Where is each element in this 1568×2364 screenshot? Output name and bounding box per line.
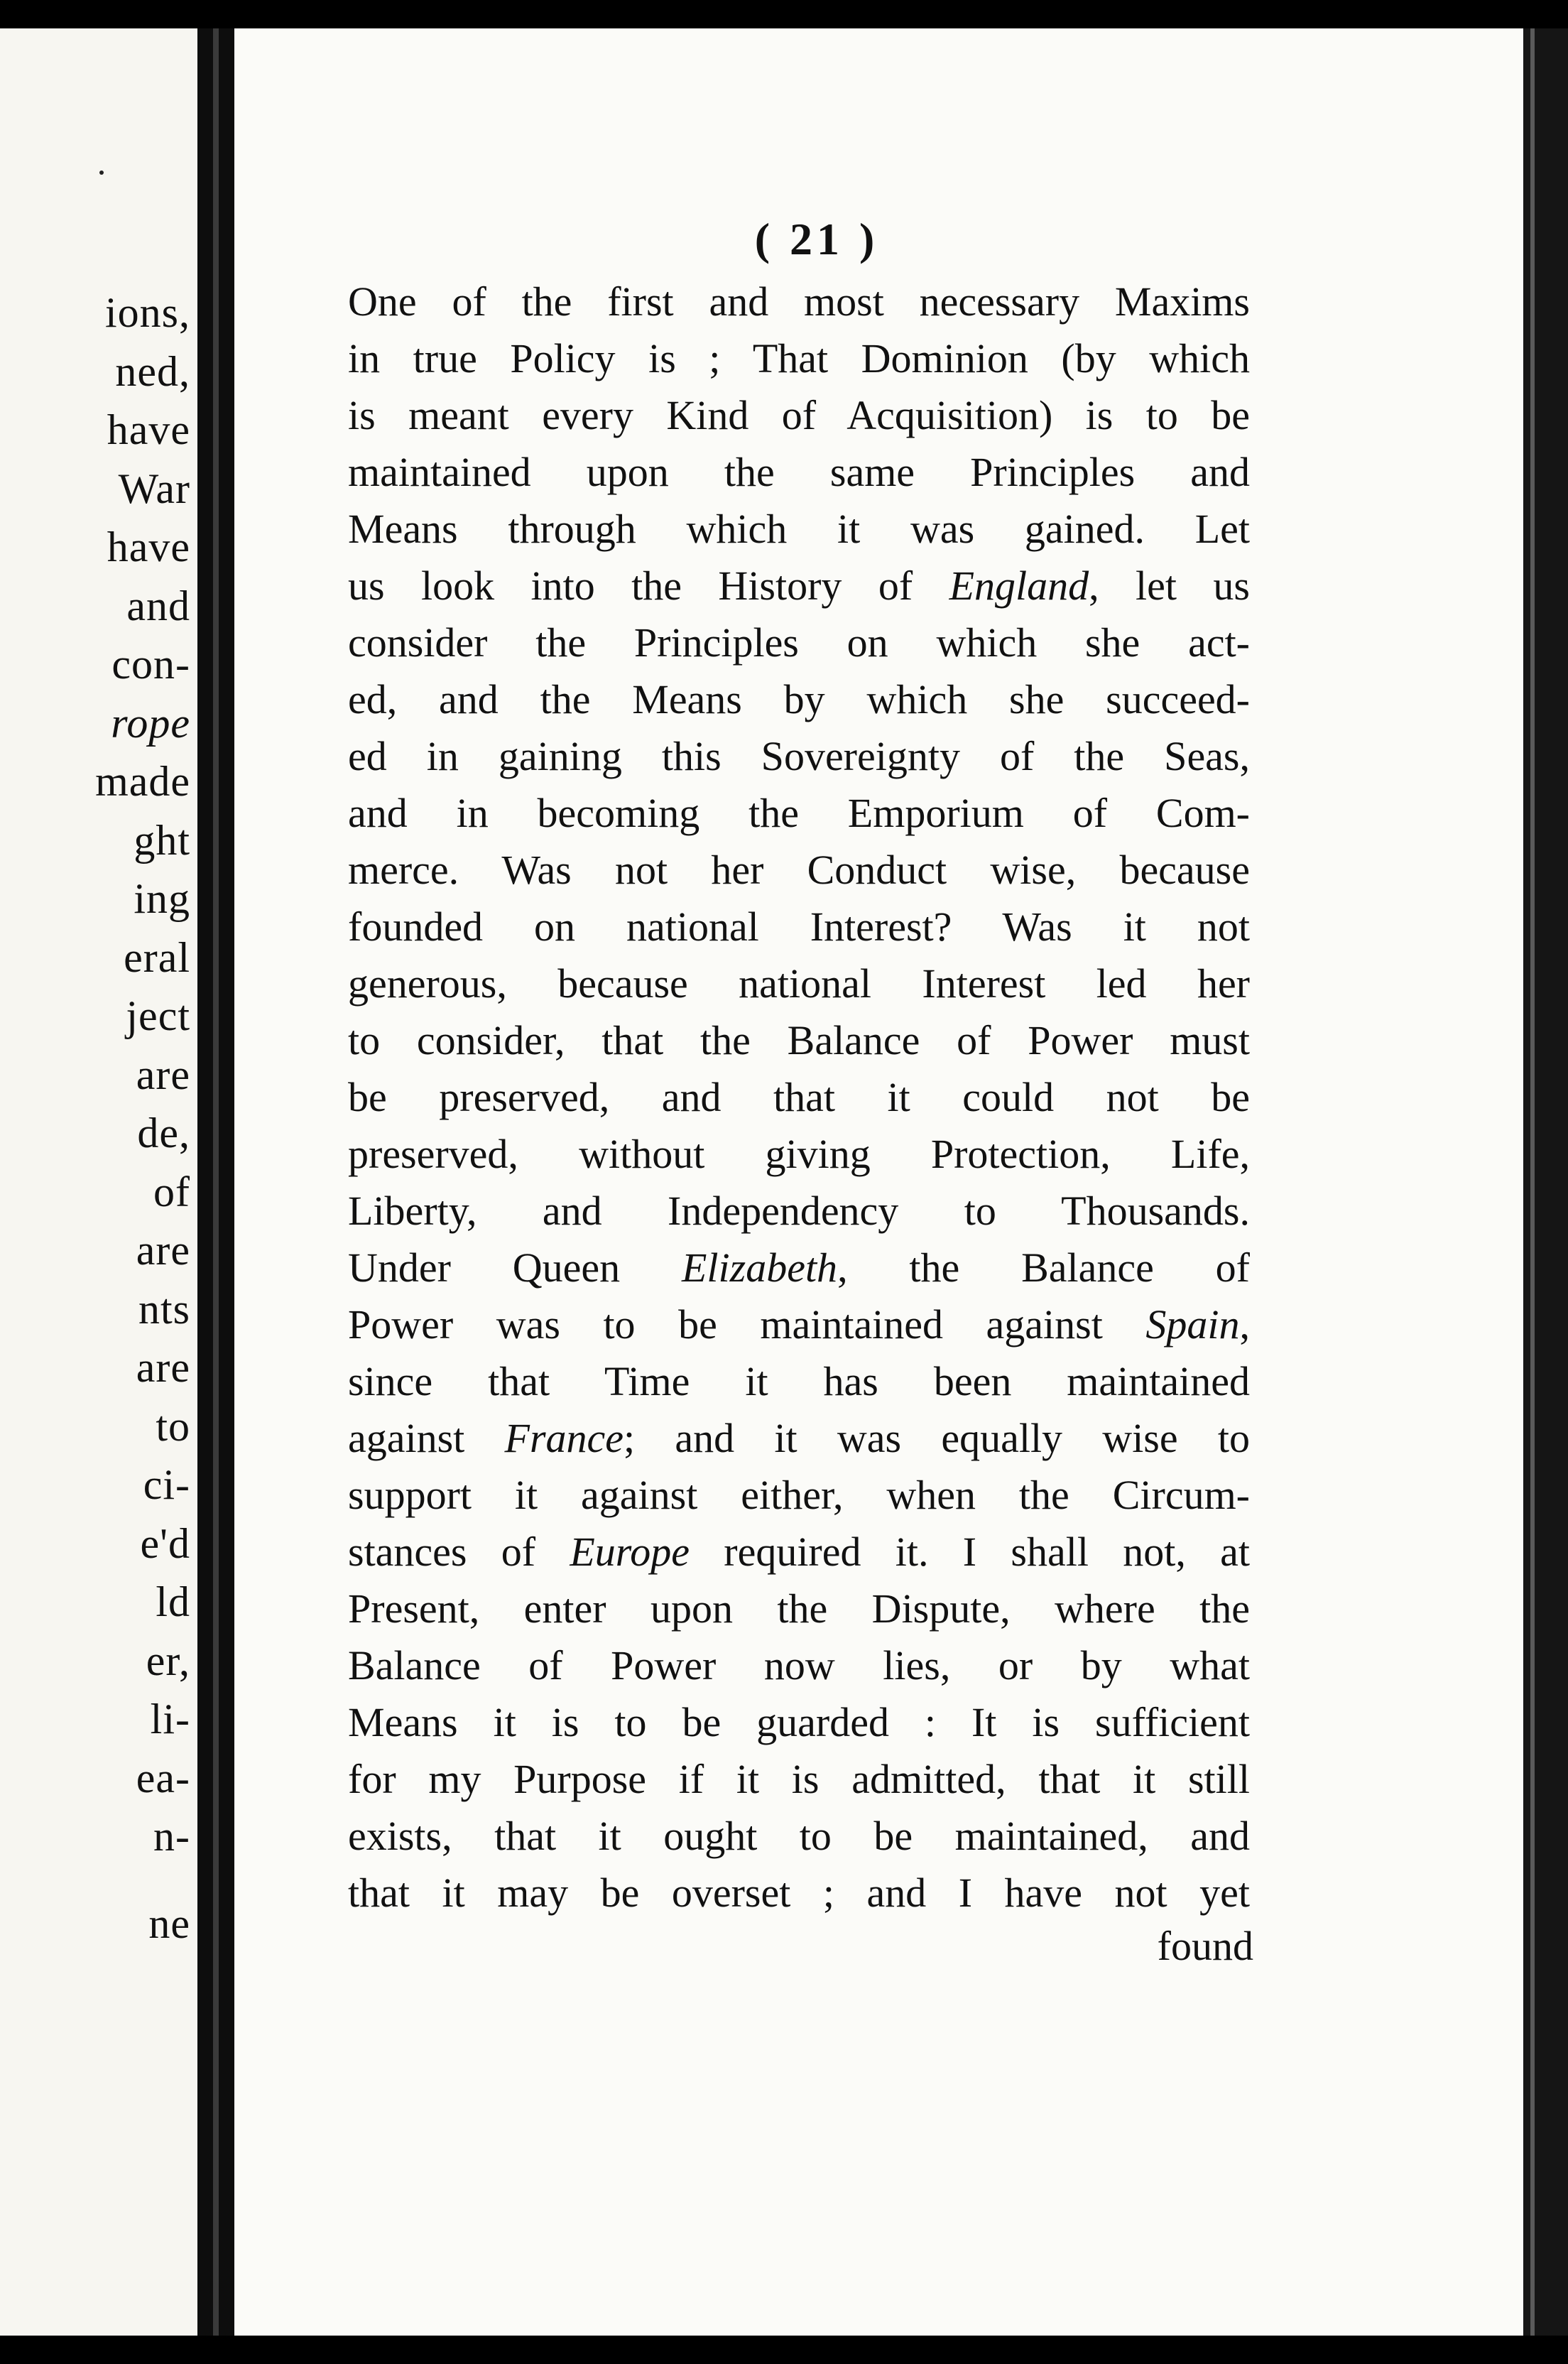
left-page-line-fragment: ne: [148, 1899, 190, 1947]
text-line: [348, 1637, 1250, 1694]
text-run: preserved, without giving Protection, Life,: [348, 1131, 1250, 1177]
left-page-line-fragment: ject: [126, 992, 190, 1039]
text-line: [348, 614, 1250, 671]
left-page-line-fragment: ing: [134, 875, 190, 922]
text-line: [348, 1751, 1250, 1808]
left-page-line-fragment: de,: [137, 1110, 190, 1156]
text-line: [348, 387, 1250, 444]
italic-text-run: Spain: [1145, 1301, 1240, 1348]
italic-text-run: France: [504, 1415, 624, 1461]
text-run: be preserved, and that it could not be: [348, 1074, 1250, 1120]
text-run: Means through which it was gained. Let: [348, 506, 1250, 552]
text-line: [348, 785, 1250, 842]
text-line: [348, 1808, 1250, 1865]
left-page-line-fragment: con-: [111, 641, 190, 688]
ink-speck: [99, 170, 104, 175]
left-page-line-fragment: to: [156, 1402, 190, 1450]
left-page-line-fragment: n-: [153, 1813, 190, 1860]
text-run: us look into the History of: [348, 563, 949, 609]
text-run: exists, that it ought to be maintained, and: [348, 1813, 1250, 1859]
text-line: [348, 1183, 1250, 1240]
left-page-line-fragment: e'd: [140, 1519, 190, 1567]
text-run: ed in gaining this Sovereignty of the Seas,: [348, 733, 1250, 779]
text-line: [348, 1240, 1250, 1296]
text-run: for my Purpose if it is admitted, that it still: [348, 1756, 1250, 1802]
italic-text-run: Europe: [570, 1529, 690, 1575]
scan-bottom-border: [0, 2336, 1568, 2364]
left-page-line-fragment: are: [136, 1227, 190, 1274]
page-edge-right: [1523, 28, 1568, 2336]
gutter-shadow: [213, 28, 219, 2336]
left-page-line-fragment: made: [95, 758, 190, 805]
text-run: stances of: [348, 1529, 570, 1575]
text-run: is meant every Kind of Acquisition) is to be: [348, 392, 1250, 438]
text-line: [348, 1410, 1250, 1467]
left-page-line-fragment: War: [118, 465, 190, 512]
text-line: [348, 1580, 1250, 1637]
text-line: [348, 558, 1250, 614]
text-line: [348, 1467, 1250, 1524]
text-line: [348, 1069, 1250, 1126]
text-run: , the Balance of: [837, 1245, 1250, 1291]
text-run: Means it is to be guarded : It is sufficient: [348, 1699, 1250, 1745]
text-run: One of the first and most necessary Maxims: [348, 278, 1250, 325]
left-page-line-fragment: rope: [111, 699, 190, 747]
text-run: consider the Principles on which she act-: [348, 619, 1250, 666]
text-line: [348, 671, 1250, 728]
text-line: [348, 444, 1250, 501]
text-line: [348, 955, 1250, 1012]
text-line: [348, 1865, 1250, 1921]
text-run: maintained upon the same Principles and: [348, 449, 1250, 495]
text-line: [348, 842, 1250, 899]
text-line: [348, 899, 1250, 955]
page-number: ( 21 ): [754, 214, 879, 264]
text-run: generous, because national Interest led her: [348, 960, 1250, 1007]
left-page-line-fragment: and: [126, 582, 190, 629]
italic-text-run: England: [949, 563, 1089, 609]
catchword: found: [1157, 1923, 1253, 1969]
text-line: [348, 1126, 1250, 1183]
text-run: , let us: [1089, 563, 1250, 609]
text-run: in true Policy is ; That Dominion (by which: [348, 335, 1250, 381]
text-run: Present, enter upon the Dispute, where the: [348, 1585, 1250, 1632]
text-run: Liberty, and Independency to Thousands.: [348, 1188, 1250, 1234]
text-run: that it may be overset ; and I have not yet: [348, 1870, 1250, 1916]
page-edge-line: [1530, 28, 1535, 2336]
text-line: [348, 1353, 1250, 1410]
left-page-line-fragment: nts: [138, 1285, 190, 1333]
text-line: [348, 1694, 1250, 1751]
text-line: [348, 273, 1250, 330]
text-run: Under Queen: [348, 1245, 682, 1291]
left-page-line-fragment: li-: [150, 1696, 190, 1742]
left-page-line-fragment: ea-: [136, 1754, 190, 1801]
left-page-line-fragment: of: [153, 1168, 190, 1215]
text-run: and in becoming the Emporium of Com-: [348, 790, 1250, 836]
text-run: to consider, that the Balance of Power must: [348, 1017, 1250, 1063]
left-page-line-fragment: er,: [146, 1637, 190, 1684]
facing-page-left: [0, 28, 197, 2336]
left-page-line-fragment: ned,: [115, 347, 190, 395]
body-text: [348, 273, 1250, 1921]
text-line: [348, 1012, 1250, 1069]
scan-top-border: [0, 0, 1568, 28]
left-page-line-fragment: have: [107, 524, 190, 570]
text-run: ed, and the Means by which she succeed-: [348, 676, 1250, 722]
left-page-line-fragment: ld: [156, 1578, 190, 1625]
left-page-line-fragment: are: [136, 1344, 190, 1391]
left-page-line-fragment: ci-: [143, 1461, 190, 1508]
left-page-line-fragment: are: [136, 1051, 190, 1098]
left-page-line-fragment: ions,: [104, 289, 190, 336]
text-run: support it against either, when the Circum-: [348, 1472, 1250, 1518]
text-run: Balance of Power now lies, or by what: [348, 1642, 1250, 1688]
text-line: [348, 728, 1250, 785]
text-line: [348, 501, 1250, 558]
left-page-line-fragment: ght: [134, 816, 190, 864]
text-line: [348, 330, 1250, 387]
text-line: [348, 1524, 1250, 1580]
left-page-line-fragment: eral: [124, 933, 190, 981]
text-line: [348, 1296, 1250, 1353]
text-run: ; and it was equally wise to: [624, 1415, 1250, 1461]
text-run: founded on national Interest? Was it not: [348, 904, 1250, 950]
text-run: against: [348, 1415, 505, 1461]
text-run: ,: [1239, 1301, 1250, 1348]
left-page-line-fragment: have: [107, 406, 190, 453]
text-run: Power was to be maintained against: [348, 1301, 1146, 1348]
text-run: required it. I shall not, at: [689, 1529, 1250, 1575]
text-run: since that Time it has been maintained: [348, 1358, 1250, 1404]
italic-text-run: Elizabeth: [681, 1245, 838, 1291]
text-run: merce. Was not her Conduct wise, because: [348, 847, 1250, 893]
